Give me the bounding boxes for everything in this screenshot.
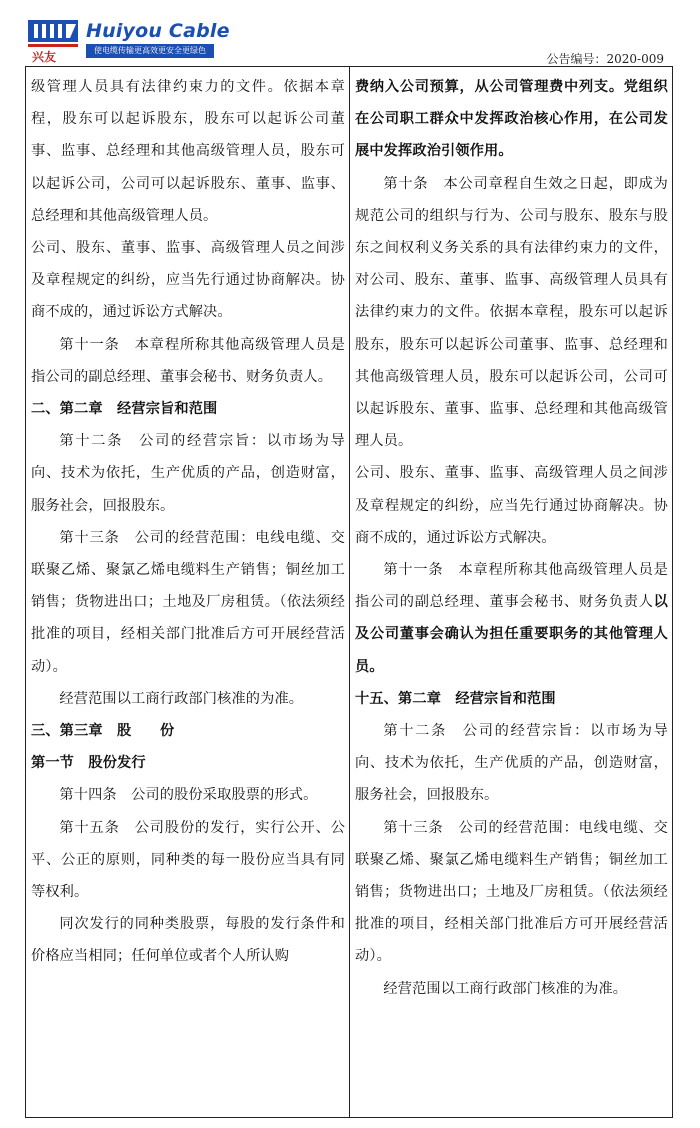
paragraph-text: 三、第三章 股 份: [31, 723, 175, 740]
left-column-paragraph: [31, 715, 345, 747]
paragraph-text: 第十一条 本章程所称其他高级管理人员是指公司的副总经理、董事会秘书、财务负责人。: [31, 336, 345, 385]
left-column-paragraph: [31, 683, 345, 715]
notice-number: 公告编号：2020-009: [546, 52, 664, 66]
paragraph-text: 公司、股东、董事、监事、高级管理人员之间涉及章程规定的纠纷，应当先行通过协商解决。协商不成的，通过诉讼方式解决。: [31, 240, 345, 321]
paragraph-text: 同次发行的同种类股票，每股的发行条件和价格应当相同；任何单位或者个人所认购: [31, 916, 345, 965]
left-column-paragraph: [31, 779, 345, 811]
paragraph-text: 公司、股东、董事、监事、高级管理人员之间涉及章程规定的纠纷，应当先行通过协商解决。协商不成的，通过诉讼方式解决。: [355, 465, 668, 546]
paragraph-text: 十五、第二章 经营宗旨和范围: [355, 690, 556, 707]
paragraph-bold-addition: 以及公司董事会确认为担任重要职务的其他管理人员。: [355, 594, 668, 675]
right-column-paragraph: [355, 71, 668, 168]
right-column-paragraph: [355, 683, 668, 715]
revised-text-column: [349, 67, 672, 1117]
paragraph-text: 第十二条 公司的经营宗旨：以市场为导向、技术为依托，生产优质的产品，创造财富，服务社会，回报股东。: [31, 433, 345, 514]
paragraph-text: 第十四条 公司的股份采取股票的形式。: [59, 787, 318, 804]
left-column-paragraph: [31, 522, 345, 683]
original-text-column: [26, 67, 349, 1117]
left-column-paragraph: [31, 747, 345, 779]
left-column-paragraph: [31, 812, 345, 909]
paragraph-text: 二、第二章 经营宗旨和范围: [31, 401, 218, 418]
left-column-paragraph: [31, 393, 345, 425]
paragraph-text: 第十条 本公司章程自生效之日起，即成为规范公司的组织与行为、公司与股东、股东与股东之间权利义务关系的具有法律约束力的文件，对公司、股东、董事、监事、高级管理人员具有法律约束力的文件。依据本章程，股东可以起诉股东，股东可以起诉公司董事、监事、总经理和其他高级管理人员，股东可以起诉公司，公司可以起诉股东、董事、监事、总经理和其他高级管理人员。: [355, 175, 668, 450]
right-column-paragraph: [355, 973, 668, 1005]
paragraph-text: 第十三条 公司的经营范围：电线电缆、交联聚乙烯、聚氯乙烯电缆料生产销售；铜丝加工销售；货物进出口；土地及厂房租赁。（依法须经批准的项目，经相关部门批准后方可开展经营活动）。: [31, 529, 345, 675]
company-logo: [26, 18, 230, 64]
left-column-paragraph: [31, 232, 345, 329]
left-column-paragraph: [31, 329, 345, 393]
paragraph-text: 经营范围以工商行政部门核准的为准。: [59, 690, 304, 707]
left-column-paragraph: [31, 71, 345, 232]
logo-slogan: 使电缆传输更高效更安全更绿色: [86, 44, 214, 58]
right-column-paragraph: [355, 457, 668, 554]
paragraph-text: 第一节 股份发行: [31, 755, 146, 772]
right-column-paragraph: [355, 554, 668, 683]
logo-brand-name: Huiyou Cable: [86, 20, 230, 42]
paragraph-text: 第十三条 公司的经营范围：电线电缆、交联聚乙烯、聚氯乙烯电缆料生产销售；铜丝加工销售；货物进出口；土地及厂房租赁。（依法须经批准的项目，经相关部门批准后方可开展经营活动）。: [355, 819, 668, 965]
left-column-paragraph: [31, 908, 345, 972]
paragraph-text: 级管理人员具有法律约束力的文件。依据本章程，股东可以起诉股东，股东可以起诉公司董事、监事、总经理和其他高级管理人员，股东可以起诉公司，公司可以起诉股东、董事、监事、总经理和其他高级管理人员。: [31, 79, 345, 224]
paragraph-text: 第十一条 本章程所称其他高级管理人员是指公司的副总经理、董事会秘书、财务负责人: [355, 562, 668, 611]
right-column-paragraph: [355, 168, 668, 458]
right-column-paragraph: [355, 812, 668, 973]
paragraph-text: 第十二条 公司的经营宗旨：以市场为导向、技术为依托，生产优质的产品，创造财富，服务社会，回报股东。: [355, 723, 668, 804]
right-column-paragraph: [355, 715, 668, 812]
logo-chinese-name: 兴友: [32, 50, 57, 64]
paragraph-text: 经营范围以工商行政部门核准的为准。: [383, 980, 628, 997]
comparison-table: [25, 66, 673, 1118]
paragraph-text: 第十五条 公司股份的发行，实行公开、公平、公正的原则，同种类的每一股份应当具有同等权利。: [31, 819, 345, 901]
left-column-paragraph: [31, 425, 345, 522]
paragraph-text: 费纳入公司预算，从公司管理费中列支。党组织在公司职工群众中发挥政治核心作用，在公司发展中发挥政治引领作用。: [355, 79, 668, 160]
